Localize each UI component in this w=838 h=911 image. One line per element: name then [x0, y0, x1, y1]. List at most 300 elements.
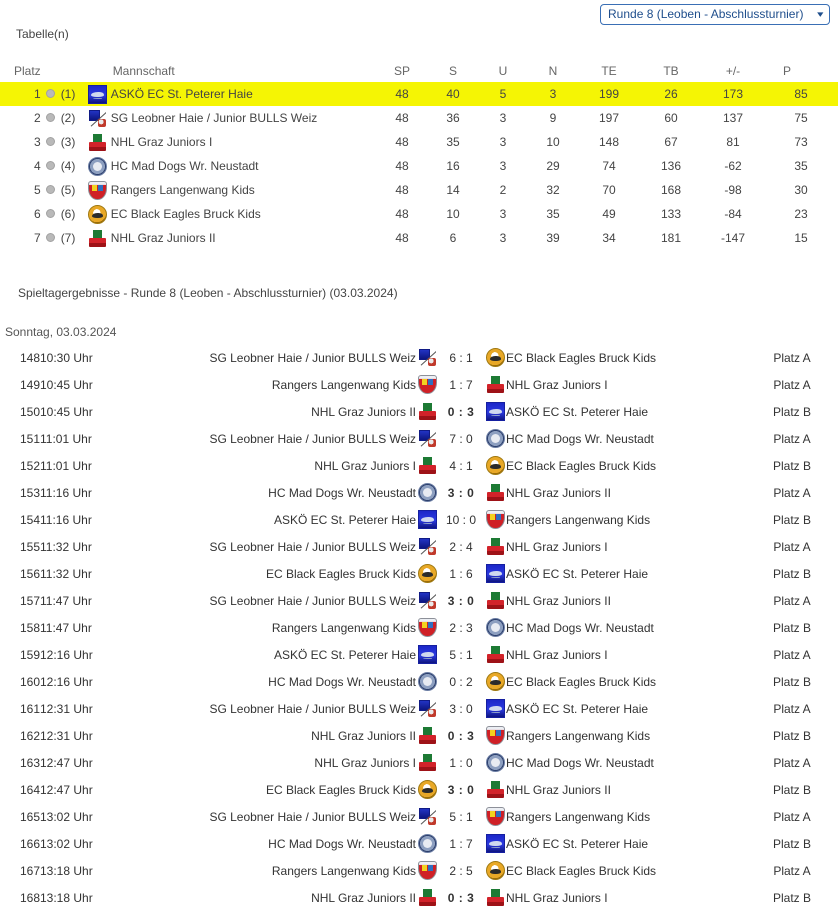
dogs-logo-icon — [418, 483, 437, 502]
away-team-logo-cell — [484, 614, 506, 641]
standings-points: 73 — [794, 135, 808, 149]
match-score[interactable]: 6 : 1 — [449, 350, 473, 365]
match-number: 168 — [19, 890, 40, 905]
match-score[interactable]: 2 : 4 — [449, 539, 473, 554]
rangers-logo-icon — [486, 510, 505, 529]
trend-dot-icon — [46, 185, 55, 194]
home-team-name[interactable]: NHL Graz Juniors I — [314, 755, 416, 770]
match-field: Platz B — [772, 836, 811, 851]
match-time: 12:16 Uhr — [40, 647, 93, 662]
nhl-logo-icon — [419, 754, 436, 771]
header-team[interactable]: Mannschaft — [112, 64, 175, 78]
dogs-logo-icon — [486, 618, 505, 637]
result-row[interactable] — [0, 587, 838, 614]
standings-losses: 10 — [546, 135, 560, 149]
away-team-logo-cell — [484, 479, 506, 506]
standings-rank: 5 — [34, 183, 41, 197]
away-team-name[interactable]: HC Mad Dogs Wr. Neustadt — [506, 755, 654, 770]
standings-games-played: 48 — [395, 87, 409, 101]
header-goal-diff[interactable]: +/- — [725, 64, 741, 78]
match-time: 13:02 Uhr — [40, 836, 93, 851]
match-number: 152 — [19, 458, 40, 473]
header-u[interactable]: U — [498, 64, 508, 78]
match-number: 166 — [19, 836, 40, 851]
match-time: 11:16 Uhr — [40, 512, 92, 527]
match-field: Platz A — [773, 350, 811, 365]
trend-dot-icon — [46, 161, 55, 170]
home-team-name[interactable]: SG Leobner Haie / Junior BULLS Weiz — [209, 701, 416, 716]
standings-goals-against: 60 — [664, 111, 678, 125]
nhl-logo-icon — [487, 781, 504, 798]
sg-logo-icon — [419, 430, 436, 447]
home-team-logo-cell — [416, 641, 438, 668]
result-row[interactable] — [0, 857, 838, 884]
standings-team-name[interactable]: ASKÖ EC St. Peterer Haie — [110, 87, 253, 101]
home-team-name[interactable]: EC Black Eagles Bruck Kids — [265, 566, 416, 581]
slash-divider — [91, 110, 106, 126]
standings-draws: 5 — [499, 87, 507, 101]
standings-losses: 39 — [546, 231, 560, 245]
match-time: 10:30 Uhr — [40, 350, 93, 365]
standings-goals-against: 67 — [664, 135, 678, 149]
result-row[interactable] — [0, 830, 838, 857]
home-team-name[interactable]: SG Leobner Haie / Junior BULLS Weiz — [209, 809, 416, 824]
standings-wins: 6 — [449, 231, 457, 245]
standings-team-name[interactable]: Rangers Langenwang Kids — [110, 183, 255, 197]
away-team-logo-cell — [484, 371, 506, 398]
home-team-name[interactable]: HC Mad Dogs Wr. Neustadt — [268, 485, 416, 500]
match-score[interactable]: 2 : 5 — [449, 863, 473, 878]
match-number: 156 — [19, 566, 40, 581]
header-trend — [41, 60, 61, 82]
match-field: Platz A — [773, 755, 811, 770]
header-points[interactable]: P — [782, 64, 791, 78]
result-row[interactable] — [0, 722, 838, 749]
result-row[interactable] — [0, 371, 838, 398]
dogs-logo-icon — [418, 672, 437, 691]
match-score[interactable]: 0 : 3 — [447, 890, 475, 905]
slash-divider — [420, 808, 435, 824]
standings-losses: 32 — [546, 183, 560, 197]
home-team-logo-cell — [416, 344, 438, 371]
team-logo-cell — [85, 130, 111, 154]
standings-games-played: 48 — [395, 231, 409, 245]
home-team-logo-cell — [416, 452, 438, 479]
home-team-name[interactable]: ASKÖ EC St. Peterer Haie — [273, 647, 416, 662]
standings-header-row — [0, 60, 838, 82]
trend-indicator — [41, 154, 61, 178]
match-score[interactable]: 2 : 3 — [449, 620, 473, 635]
rangers-logo-icon — [486, 807, 505, 826]
haie-logo-icon — [418, 645, 437, 664]
standings-team-name[interactable]: HC Mad Dogs Wr. Neustadt — [110, 159, 259, 173]
away-team-name[interactable]: ASKÖ EC St. Peterer Haie — [506, 701, 649, 716]
match-score[interactable]: 3 : 0 — [449, 701, 473, 716]
away-team-name[interactable]: NHL Graz Juniors I — [506, 890, 608, 905]
match-score[interactable]: 10 : 0 — [445, 512, 477, 527]
team-logo-cell — [85, 82, 111, 106]
match-score[interactable]: 4 : 1 — [449, 458, 473, 473]
dogs-logo-icon — [486, 753, 505, 772]
home-team-name[interactable]: SG Leobner Haie / Junior BULLS Weiz — [209, 350, 416, 365]
away-team-logo-cell — [484, 884, 506, 911]
rangers-logo-icon — [486, 726, 505, 745]
header-prev-rank — [61, 60, 85, 82]
match-field: Platz A — [773, 431, 811, 446]
home-team-logo-cell — [416, 506, 438, 533]
away-team-logo-cell — [484, 722, 506, 749]
standings-goals-for: 148 — [598, 135, 620, 149]
standings-wins: 40 — [446, 87, 460, 101]
away-team-name[interactable]: ASKÖ EC St. Peterer Haie — [506, 404, 649, 419]
match-time: 13:18 Uhr — [40, 863, 93, 878]
nhl-logo-icon — [487, 538, 504, 555]
haie-logo-icon — [88, 85, 107, 104]
match-score[interactable]: 3 : 0 — [447, 485, 475, 500]
standings-draws: 3 — [499, 231, 507, 245]
standings-goals-for: 199 — [598, 87, 620, 101]
header-logo — [85, 60, 111, 82]
away-team-name[interactable]: HC Mad Dogs Wr. Neustadt — [506, 620, 654, 635]
standings-goal-difference: 173 — [722, 87, 744, 101]
home-team-name[interactable]: ASKÖ EC St. Peterer Haie — [273, 512, 416, 527]
result-row[interactable] — [0, 884, 838, 911]
standings-rank: 7 — [34, 231, 41, 245]
standings-rank: 1 — [34, 87, 41, 101]
standings-row[interactable] — [0, 154, 838, 178]
result-row[interactable] — [0, 344, 838, 371]
match-number: 165 — [19, 809, 40, 824]
result-row[interactable] — [0, 506, 838, 533]
standings-goal-difference: 81 — [726, 135, 740, 149]
standings-losses: 3 — [549, 87, 557, 101]
standings-goals-for: 34 — [602, 231, 616, 245]
match-score[interactable]: 0 : 3 — [447, 404, 475, 419]
nhl-logo-icon — [487, 889, 504, 906]
match-number: 160 — [19, 674, 40, 689]
home-team-name[interactable]: HC Mad Dogs Wr. Neustadt — [268, 836, 416, 851]
standings-goal-difference: -84 — [724, 207, 742, 221]
slash-divider — [420, 349, 435, 365]
match-number: 151 — [19, 431, 40, 446]
header-tb[interactable]: TB — [663, 64, 679, 78]
match-field: Platz A — [773, 539, 811, 554]
trend-dot-icon — [46, 89, 55, 98]
eagles-logo-icon — [88, 205, 107, 224]
trend-dot-icon — [46, 233, 55, 242]
slash-divider — [420, 430, 435, 446]
match-number: 157 — [19, 593, 40, 608]
sg-logo-icon — [419, 700, 436, 717]
rangers-logo-icon — [418, 618, 437, 637]
home-team-logo-cell — [416, 857, 438, 884]
tabellen-caption: Tabelle(n) — [16, 27, 69, 41]
trend-dot-icon — [46, 113, 55, 122]
match-score[interactable]: 3 : 0 — [447, 782, 475, 797]
match-field: Platz B — [772, 512, 811, 527]
match-number: 164 — [19, 782, 40, 797]
slash-divider — [420, 592, 435, 608]
haie-logo-icon — [418, 510, 437, 529]
away-team-name[interactable]: NHL Graz Juniors II — [506, 485, 611, 500]
standings-goals-against: 168 — [660, 183, 682, 197]
away-team-name[interactable]: ASKÖ EC St. Peterer Haie — [506, 566, 649, 581]
match-field: Platz B — [772, 728, 811, 743]
home-team-name[interactable]: Rangers Langenwang Kids — [271, 620, 416, 635]
home-team-name[interactable]: Rangers Langenwang Kids — [271, 863, 416, 878]
match-score[interactable]: 0 : 2 — [449, 674, 473, 689]
trend-indicator — [41, 226, 61, 250]
standings-team-name[interactable]: NHL Graz Juniors I — [110, 135, 213, 149]
home-team-name[interactable]: Rangers Langenwang Kids — [271, 377, 416, 392]
match-number: 159 — [19, 647, 40, 662]
standings-goals-against: 181 — [660, 231, 682, 245]
match-number: 163 — [19, 755, 40, 770]
nhl-logo-icon — [419, 403, 436, 420]
standings-games-played: 48 — [395, 183, 409, 197]
home-team-logo-cell — [416, 803, 438, 830]
eagles-logo-icon — [486, 456, 505, 475]
away-team-name[interactable]: EC Black Eagles Bruck Kids — [506, 863, 657, 878]
match-score[interactable]: 1 : 0 — [449, 755, 473, 770]
result-row[interactable] — [0, 614, 838, 641]
home-team-name[interactable]: SG Leobner Haie / Junior BULLS Weiz — [209, 539, 416, 554]
trend-indicator — [41, 202, 61, 226]
standings-points: 23 — [794, 207, 808, 221]
away-team-logo-cell — [484, 587, 506, 614]
result-row[interactable] — [0, 398, 838, 425]
match-number: 154 — [19, 512, 40, 527]
standings-row[interactable] — [0, 226, 838, 250]
match-score[interactable]: 7 : 0 — [449, 431, 473, 446]
match-number: 161 — [19, 701, 40, 716]
away-team-name[interactable]: NHL Graz Juniors I — [506, 539, 608, 554]
away-team-name[interactable]: EC Black Eagles Bruck Kids — [506, 458, 657, 473]
match-time: 11:32 Uhr — [40, 566, 92, 581]
match-time: 12:47 Uhr — [40, 755, 93, 770]
match-field: Platz A — [773, 647, 811, 662]
match-field: Platz B — [772, 458, 811, 473]
match-field: Platz A — [773, 863, 811, 878]
round-select-value: Runde 8 (Leoben - Abschlussturnier) — [608, 7, 804, 21]
result-row[interactable] — [0, 641, 838, 668]
away-team-name[interactable]: NHL Graz Juniors II — [506, 593, 611, 608]
match-number: 158 — [19, 620, 40, 635]
standings-team-name[interactable]: SG Leobner Haie / Junior BULLS Weiz — [110, 111, 318, 125]
away-team-name[interactable]: Rangers Langenwang Kids — [506, 728, 651, 743]
standings-row[interactable] — [0, 178, 838, 202]
header-sp[interactable]: SP — [393, 64, 410, 78]
home-team-logo-cell — [416, 884, 438, 911]
match-score[interactable]: 1 : 6 — [449, 566, 473, 581]
match-field: Platz A — [773, 593, 811, 608]
standings-losses: 29 — [546, 159, 560, 173]
results-table — [0, 344, 838, 911]
nhl-logo-icon — [487, 484, 504, 501]
home-team-name[interactable]: SG Leobner Haie / Junior BULLS Weiz — [209, 431, 416, 446]
standings-goal-difference: -98 — [724, 183, 742, 197]
standings-goal-difference: -147 — [720, 231, 746, 245]
result-row[interactable] — [0, 425, 838, 452]
match-score[interactable]: 0 : 3 — [447, 728, 475, 743]
match-score[interactable]: 1 : 7 — [449, 836, 473, 851]
away-team-name[interactable]: NHL Graz Juniors I — [506, 647, 608, 662]
standings-games-played: 48 — [395, 207, 409, 221]
standings-goals-for: 49 — [602, 207, 616, 221]
standings-team-name[interactable]: EC Black Eagles Bruck Kids — [110, 207, 261, 221]
standings-draws: 2 — [499, 183, 507, 197]
team-logo-cell — [85, 202, 111, 226]
result-row[interactable] — [0, 776, 838, 803]
home-team-name[interactable]: SG Leobner Haie / Junior BULLS Weiz — [209, 593, 416, 608]
away-team-logo-cell — [484, 452, 506, 479]
result-row[interactable] — [0, 533, 838, 560]
match-score[interactable]: 5 : 1 — [449, 809, 473, 824]
away-team-logo-cell — [484, 776, 506, 803]
home-team-logo-cell — [416, 695, 438, 722]
standings-row[interactable] — [0, 130, 838, 154]
standings-points: 30 — [794, 183, 808, 197]
result-row[interactable] — [0, 749, 838, 776]
chevron-down-icon: ▾ — [817, 9, 824, 19]
match-field: Platz A — [773, 701, 811, 716]
trend-dot-icon — [46, 209, 55, 218]
header-rank[interactable]: Platz — [14, 64, 41, 78]
standings-games-played: 48 — [395, 135, 409, 149]
away-team-name[interactable]: Rangers Langenwang Kids — [506, 512, 651, 527]
match-number: 167 — [19, 863, 40, 878]
match-time: 12:16 Uhr — [40, 674, 93, 689]
result-row[interactable] — [0, 452, 838, 479]
standings-previous-rank: (2) — [60, 111, 76, 125]
away-team-logo-cell — [484, 641, 506, 668]
standings-team-name[interactable]: NHL Graz Juniors II — [110, 231, 216, 245]
match-field: Platz B — [772, 566, 811, 581]
standings-previous-rank: (1) — [60, 87, 76, 101]
home-team-name[interactable]: EC Black Eagles Bruck Kids — [265, 782, 416, 797]
standings-previous-rank: (7) — [60, 231, 76, 245]
result-row[interactable] — [0, 803, 838, 830]
match-score[interactable]: 3 : 0 — [447, 593, 475, 608]
result-row[interactable] — [0, 560, 838, 587]
team-logo-cell — [85, 106, 111, 130]
away-team-name[interactable]: EC Black Eagles Bruck Kids — [506, 350, 657, 365]
standings-row[interactable] — [0, 202, 838, 226]
standings-draws: 3 — [499, 135, 507, 149]
away-team-name[interactable]: EC Black Eagles Bruck Kids — [506, 674, 657, 689]
sg-logo-icon — [89, 110, 106, 127]
standings-draws: 3 — [499, 159, 507, 173]
away-team-name[interactable]: NHL Graz Juniors II — [506, 782, 611, 797]
nhl-logo-icon — [419, 457, 436, 474]
eagles-logo-icon — [486, 672, 505, 691]
away-team-name[interactable]: NHL Graz Juniors I — [506, 377, 608, 392]
standings-points: 75 — [794, 111, 808, 125]
haie-logo-icon — [486, 834, 505, 853]
header-te[interactable]: TE — [601, 64, 617, 78]
trend-indicator — [41, 178, 61, 202]
away-team-name[interactable]: HC Mad Dogs Wr. Neustadt — [506, 431, 654, 446]
away-team-logo-cell — [484, 506, 506, 533]
standings-goals-for: 74 — [602, 159, 616, 173]
away-team-name[interactable]: Rangers Langenwang Kids — [506, 809, 651, 824]
match-time: 13:18 Uhr — [40, 890, 93, 905]
trend-indicator — [41, 130, 61, 154]
eagles-logo-icon — [486, 861, 505, 880]
standings-goals-against: 133 — [660, 207, 682, 221]
home-team-name[interactable]: NHL Graz Juniors II — [311, 728, 416, 743]
rangers-logo-icon — [418, 861, 437, 880]
sg-logo-icon — [419, 808, 436, 825]
nhl-logo-icon — [89, 134, 106, 151]
match-field: Platz B — [772, 620, 811, 635]
home-team-name[interactable]: NHL Graz Juniors I — [314, 458, 416, 473]
eagles-logo-icon — [486, 348, 505, 367]
standings-goals-for: 70 — [602, 183, 616, 197]
nhl-logo-icon — [419, 889, 436, 906]
away-team-logo-cell — [484, 668, 506, 695]
standings-row[interactable] — [0, 82, 838, 106]
away-team-logo-cell — [484, 398, 506, 425]
home-team-logo-cell — [416, 614, 438, 641]
standings-points: 15 — [794, 231, 808, 245]
team-logo-cell — [85, 154, 111, 178]
match-time: 12:47 Uhr — [40, 782, 93, 797]
standings-losses: 9 — [549, 111, 557, 125]
standings-rank: 3 — [34, 135, 41, 149]
away-team-logo-cell — [484, 803, 506, 830]
match-field: Platz A — [773, 377, 811, 392]
standings-wins: 35 — [446, 135, 460, 149]
match-time: 13:02 Uhr — [40, 809, 93, 824]
home-team-logo-cell — [416, 722, 438, 749]
header-s[interactable]: S — [448, 64, 457, 78]
rangers-logo-icon — [88, 181, 107, 200]
home-team-name[interactable]: NHL Graz Juniors II — [311, 890, 416, 905]
standings-draws: 3 — [499, 111, 507, 125]
standings-row[interactable] — [0, 106, 838, 130]
standings-points: 85 — [794, 87, 808, 101]
result-row[interactable] — [0, 479, 838, 506]
match-score[interactable]: 1 : 7 — [449, 377, 473, 392]
away-team-logo-cell — [484, 857, 506, 884]
sg-logo-icon — [419, 592, 436, 609]
team-logo-cell — [85, 178, 111, 202]
result-row[interactable] — [0, 695, 838, 722]
standings-previous-rank: (5) — [60, 183, 76, 197]
haie-logo-icon — [486, 564, 505, 583]
match-field: Platz A — [773, 809, 811, 824]
match-time: 10:45 Uhr — [40, 404, 93, 419]
home-team-name[interactable]: HC Mad Dogs Wr. Neustadt — [268, 674, 416, 689]
round-select[interactable] — [600, 4, 830, 25]
match-time: 11:01 Uhr — [40, 431, 92, 446]
home-team-logo-cell — [416, 560, 438, 587]
home-team-name[interactable]: NHL Graz Juniors II — [311, 404, 416, 419]
match-number: 162 — [19, 728, 40, 743]
match-score[interactable]: 5 : 1 — [449, 647, 473, 662]
match-field: Platz B — [772, 674, 811, 689]
away-team-name[interactable]: ASKÖ EC St. Peterer Haie — [506, 836, 649, 851]
haie-logo-icon — [486, 402, 505, 421]
match-field: Platz B — [772, 404, 811, 419]
eagles-logo-icon — [418, 780, 437, 799]
sg-logo-icon — [419, 349, 436, 366]
match-time: 10:45 Uhr — [40, 377, 93, 392]
header-n[interactable]: N — [548, 64, 558, 78]
rangers-logo-icon — [418, 375, 437, 394]
result-row[interactable] — [0, 668, 838, 695]
